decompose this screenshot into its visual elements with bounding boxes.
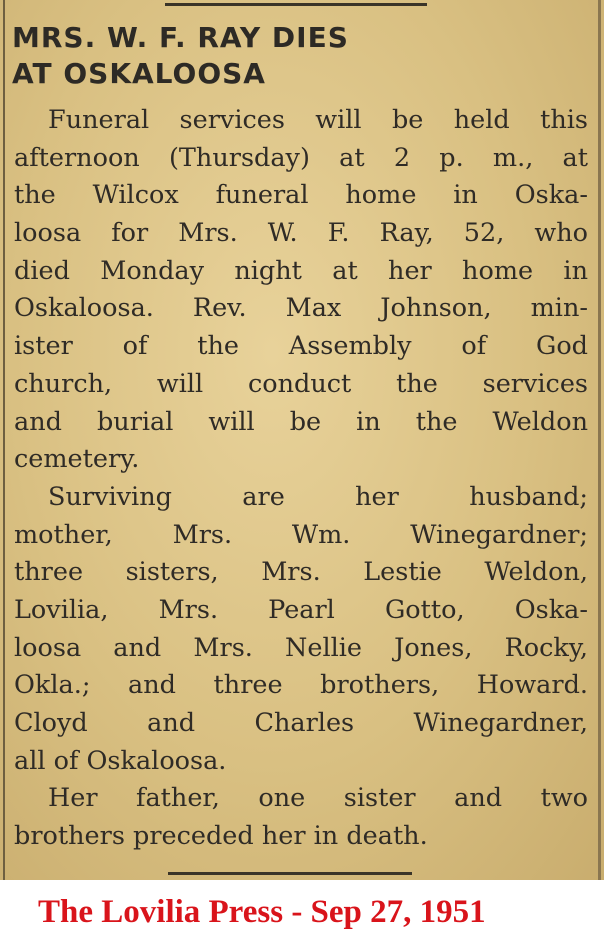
body-line: and burial will be in the Weldon [14, 406, 588, 437]
body-line: mother, Mrs. Wm. Winegardner; [14, 519, 588, 550]
body-line: all of Oskaloosa. [14, 745, 227, 776]
top-rule [165, 3, 427, 6]
body-line: Okla.; and three brothers, Howard. [14, 670, 588, 701]
body-line: afternoon (Thursday) at 2 p. m., at [14, 142, 588, 173]
body-line: Cloyd and Charles Winegardner, [14, 708, 588, 738]
body-line: church, will conduct the services [14, 368, 588, 399]
headline-line: MRS. W. F. RAY DIES [12, 21, 349, 54]
article-body [14, 102, 588, 856]
body-line: Surviving are her husband; [48, 481, 588, 512]
body-line: loosa for Mrs. W. F. Ray, 52, who [14, 218, 588, 249]
article-headline [12, 20, 587, 92]
left-column-rule [3, 0, 5, 880]
body-line: Her father, one sister and two [48, 783, 588, 814]
body-line: died Monday night at her home in [14, 255, 588, 286]
body-line: Lovilia, Mrs. Pearl Gotto, Oska- [14, 594, 588, 625]
right-column-rule [598, 0, 601, 880]
headline-line: AT OSKALOOSA [12, 57, 266, 90]
body-line: the Wilcox funeral home in Oska- [14, 180, 588, 211]
body-line: ister of the Assembly of God [14, 331, 588, 362]
body-line: three sisters, Mrs. Lestie Weldon, [14, 557, 588, 588]
source-caption: The Lovilia Press - Sep 27, 1951 [38, 894, 486, 930]
body-line: loosa and Mrs. Nellie Jones, Rocky, [14, 632, 588, 663]
body-line: Oskaloosa. Rev. Max Johnson, min- [14, 293, 588, 324]
body-line: Funeral services will be held this [48, 105, 588, 135]
bottom-rule [168, 872, 412, 875]
body-line: brothers preceded her in death. [14, 821, 428, 852]
body-line: cemetery. [14, 444, 140, 475]
